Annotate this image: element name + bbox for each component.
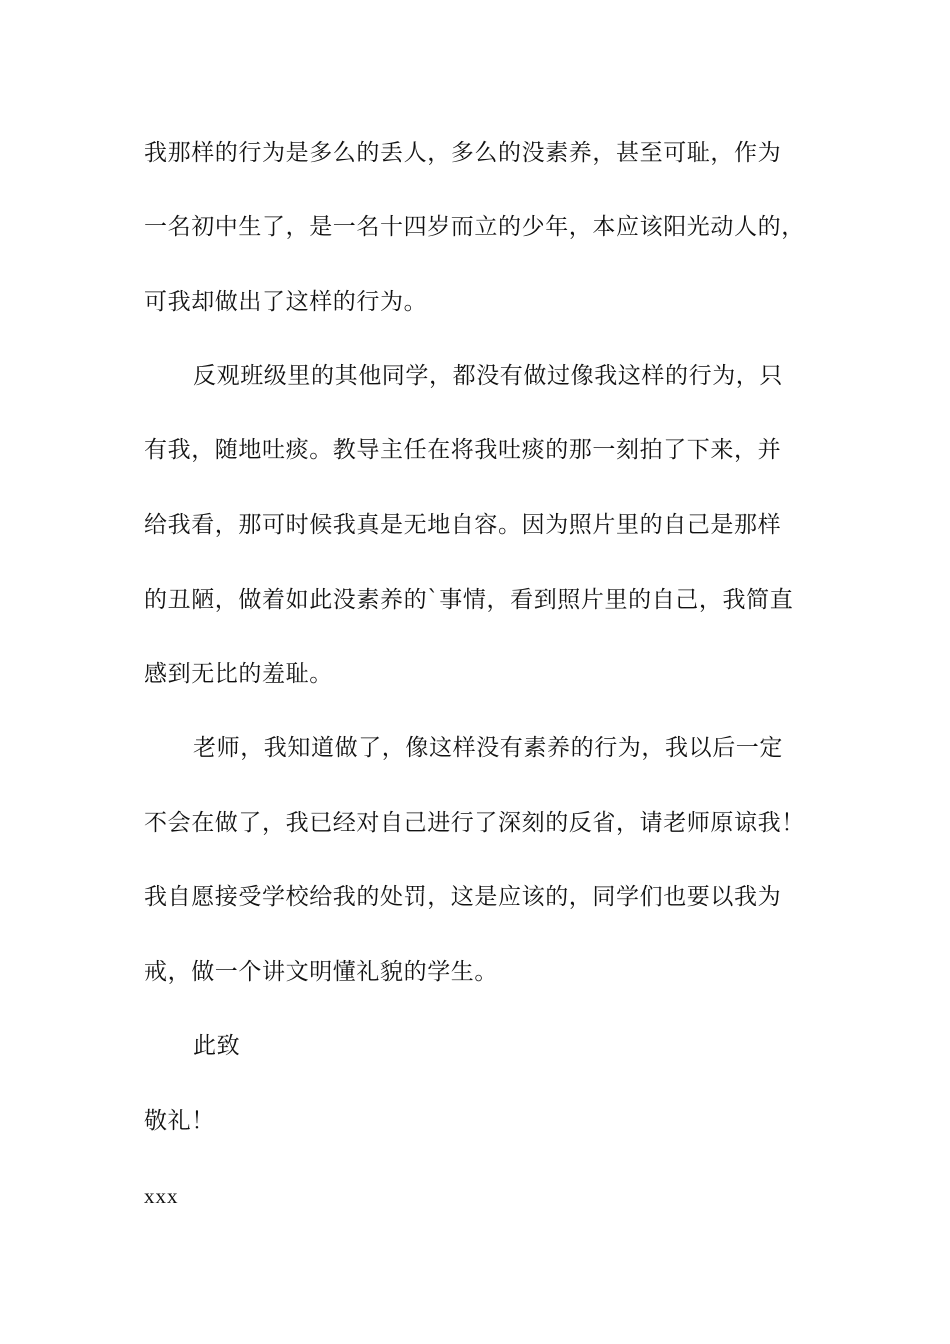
text-line: 给我看，那可时候我真是无地自容。因为照片里的自己是那样 — [144, 512, 782, 538]
text-line: 有我，随地吐痰。教导主任在将我吐痰的那一刻拍了下来，并 — [144, 437, 782, 463]
text-line: 可我却做出了这样的行为。 — [144, 289, 428, 315]
text-line: 我自愿接受学校给我的处罚，这是应该的，同学们也要以我为 — [144, 884, 782, 910]
text-line: 的丑陋，做着如此没素养的`事情，看到照片里的自己，我简直 — [144, 587, 794, 613]
text-line: 感到无比的羞耻。 — [144, 661, 333, 687]
salute-text: 敬礼！ — [144, 1108, 215, 1134]
text-line: 戒，做一个讲文明懂礼貌的学生。 — [144, 959, 498, 985]
text-line: 反观班级里的其他同学，都没有做过像我这样的行为，只 — [193, 363, 783, 389]
closing-text: 此致 — [193, 1033, 241, 1059]
text-line: 不会在做了，我已经对自己进行了深刻的反省，请老师原谅我！ — [144, 810, 805, 836]
text-line: 老师，我知道做了，像这样没有素养的行为，我以后一定 — [193, 735, 783, 761]
text-line: 我那样的行为是多么的丢人，多么的没素养，甚至可耻，作为 — [144, 140, 782, 166]
signature-text: xxx — [144, 1184, 179, 1208]
text-line: 一名初中生了，是一名十四岁而立的少年，本应该阳光动人的， — [144, 214, 805, 240]
